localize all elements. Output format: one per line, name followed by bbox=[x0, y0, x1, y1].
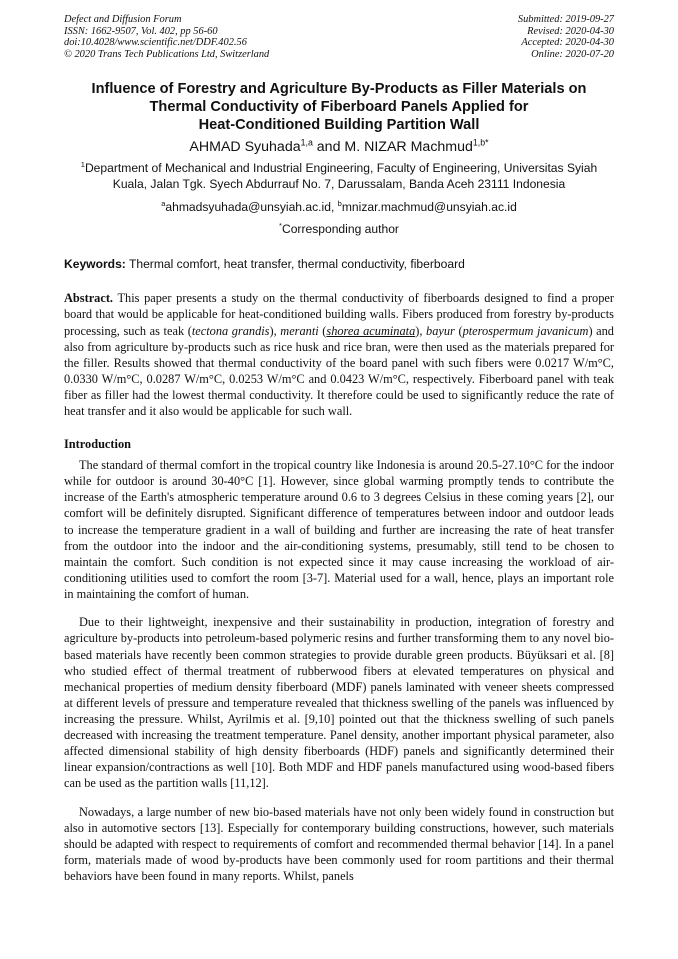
affiliation-line: Kuala, Jalan Tgk. Syech Abdurrauf No. 7, Darussalam, Banda Aceh 23111 Indonesia bbox=[112, 177, 566, 192]
author-superscript: 1,a bbox=[300, 137, 313, 148]
affiliation-superscript: 1 bbox=[80, 160, 85, 170]
email-link[interactable]: ahmadsyuhada@unsyiah.ac.id, bbox=[165, 200, 338, 215]
species-name: tectona grandis bbox=[191, 323, 270, 338]
title-line: Heat-Conditioned Building Partition Wall bbox=[198, 117, 480, 134]
date-online: Online: 2020-07-20 bbox=[531, 48, 614, 60]
corresponding-author-note bbox=[64, 221, 614, 237]
journal-header bbox=[64, 14, 614, 60]
species-name: meranti bbox=[280, 323, 319, 338]
journal-issn: ISSN: 1662-9507, Vol. 402, pp 56-60 bbox=[64, 25, 218, 37]
affiliation bbox=[64, 160, 614, 192]
keywords-text: Thermal comfort, heat transfer, thermal conductivity, fiberboard bbox=[125, 257, 465, 272]
paper-page bbox=[64, 14, 614, 897]
title-line: Influence of Forestry and Agriculture By-Products as Filler Materials on bbox=[91, 81, 587, 98]
author-list bbox=[64, 138, 614, 156]
publication-dates bbox=[518, 14, 614, 60]
journal-info bbox=[64, 14, 269, 60]
author-connector: and bbox=[312, 139, 345, 156]
abstract-text: ), bbox=[269, 323, 281, 338]
keywords bbox=[64, 256, 614, 272]
corresponding-text: Corresponding author bbox=[281, 222, 399, 237]
body-paragraph: Due to their lightweight, inexpensive and their sustainability in production, integration of forestry and agriculture by-products into petroleum-based polymeric resins and further transforming them to any novel bio-based materials have recently been common strategies to provide durable green products. Büyüksari et al. [8] who studied effect of thermal treatment of rubberwood fibers at elevated temperatures on physical and mechanical properties of medium density fiberboard (MDF) panels laminated with veneer sheets compressed at different levels of pressure and temperature revealed that thickness swelling of the panels was influenced by increasing the pressure. Whilst, Ayrilmis et al. [9,10] pointed out that the thickness swelling of such panels decreased with increasing the treatment temperature. Panel density, another important physical parameter, also affected dimensional stability of high density fiberboards (HDF) panels and significantly determined their linear expansion/contractions as well [10]. Both MDF and HDF panels manufactured using wood-based fibers can be used as the partition walls [11,12]. bbox=[64, 615, 614, 791]
affiliation-line: Department of Mechanical and Industrial Engineering, Faculty of Engineering, Universitas Syiah bbox=[84, 161, 598, 176]
journal-doi[interactable]: doi:10.4028/www.scientific.net/DDF.402.56 bbox=[64, 37, 247, 49]
keywords-label: Keywords: bbox=[64, 257, 126, 272]
email-link[interactable]: mnizar.machmud@unsyiah.ac.id bbox=[341, 200, 517, 215]
journal-copyright: © 2020 Trans Tech Publications Ltd, Switzerland bbox=[64, 48, 270, 60]
author-superscript: 1,b* bbox=[472, 137, 489, 148]
journal-name: Defect and Diffusion Forum bbox=[64, 14, 182, 25]
abstract-text: ), bbox=[415, 323, 427, 338]
email-superscript: a bbox=[161, 199, 166, 209]
abstract-text: This paper presents a study on the thermal conductivity of fiberboards designed to find a proper board that would be applicable for heat-conditioned building walls. Fibers produced from forestry by-products processing, such as teak ( bbox=[64, 291, 614, 338]
author-name: M. NIZAR Machmud bbox=[344, 139, 473, 156]
abstract-label: Abstract. bbox=[64, 291, 114, 306]
abstract-text: ) and also from agriculture by-products such as rice husk and rice bran, were then used as the materials prepared for the filler. Results showed that thermal conductivity of the board panel with such fibers were 0.0217 W/m°C, 0.0330 W/m°C, 0.0287 W/m°C, 0.0253 W/m°C and 0.0423 W/m°C, respectively. Fiberboard panel with teak fiber as filler had the lowest thermal conductivity. It therefore could be used to significantly reduce the rate of heat transfer and it also would be applicable for such wall. bbox=[64, 323, 614, 419]
species-name: shorea acuminata bbox=[326, 323, 416, 338]
abstract bbox=[64, 290, 614, 419]
paper-title bbox=[64, 80, 614, 134]
corresponding-superscript: * bbox=[279, 221, 282, 231]
body-paragraph: The standard of thermal comfort in the tropical country like Indonesia is around 20.5-27.10°C for the indoor while for outdoor is around 30-40°C [1]. However, since global warming promptly tends to contribute the increase of the Earth's atmospheric temperature around 0.6 to 3 degrees Celsius in these coming years [2], our comfort will be definitely disrupted. Significant difference of temperatures between indoor and outdoor leads to increase the temperature gradient in a wall of building and further are increasing the rate of heat transfer from the outdoor into the indoor and the air-conditioning systems, presumably, still tend to be chosen to maintain the comfort. Such condition is not expected since it may cause increasing the workload of air-conditioning utilities used to comfort the room [3-7]. Material used for a wall, hence, plays an important role in maintaining the comfort of human. bbox=[64, 458, 614, 601]
title-line: Thermal Conductivity of Fiberboard Panels Applied for bbox=[149, 99, 529, 116]
email-superscript: b bbox=[337, 199, 342, 209]
date-revised: Revised: 2020-04-30 bbox=[527, 25, 614, 37]
date-accepted: Accepted: 2020-04-30 bbox=[521, 37, 614, 49]
abstract-text: ( bbox=[318, 323, 327, 338]
abstract-text: ( bbox=[454, 323, 463, 338]
author-emails bbox=[64, 199, 614, 215]
species-name: bayur bbox=[426, 323, 455, 338]
author-name: AHMAD Syuhada bbox=[189, 139, 301, 156]
body-paragraph: Nowadays, a large number of new bio-based materials have not only been widely found in construction but also in automotive sectors [13]. Especially for contemporary building constructions, however, such materials should be adapted with respect to requirements of comfort and recommended thermal behavior [14]. In a panel form, materials made of wood by-products have been commonly used for room partitions and their thermal behaviors have been found in many reports. Whilst, panels bbox=[64, 804, 614, 884]
date-submitted: Submitted: 2019-09-27 bbox=[517, 14, 614, 25]
species-name: pterospermum javanicum bbox=[462, 323, 589, 338]
section-heading: Introduction bbox=[64, 437, 131, 452]
